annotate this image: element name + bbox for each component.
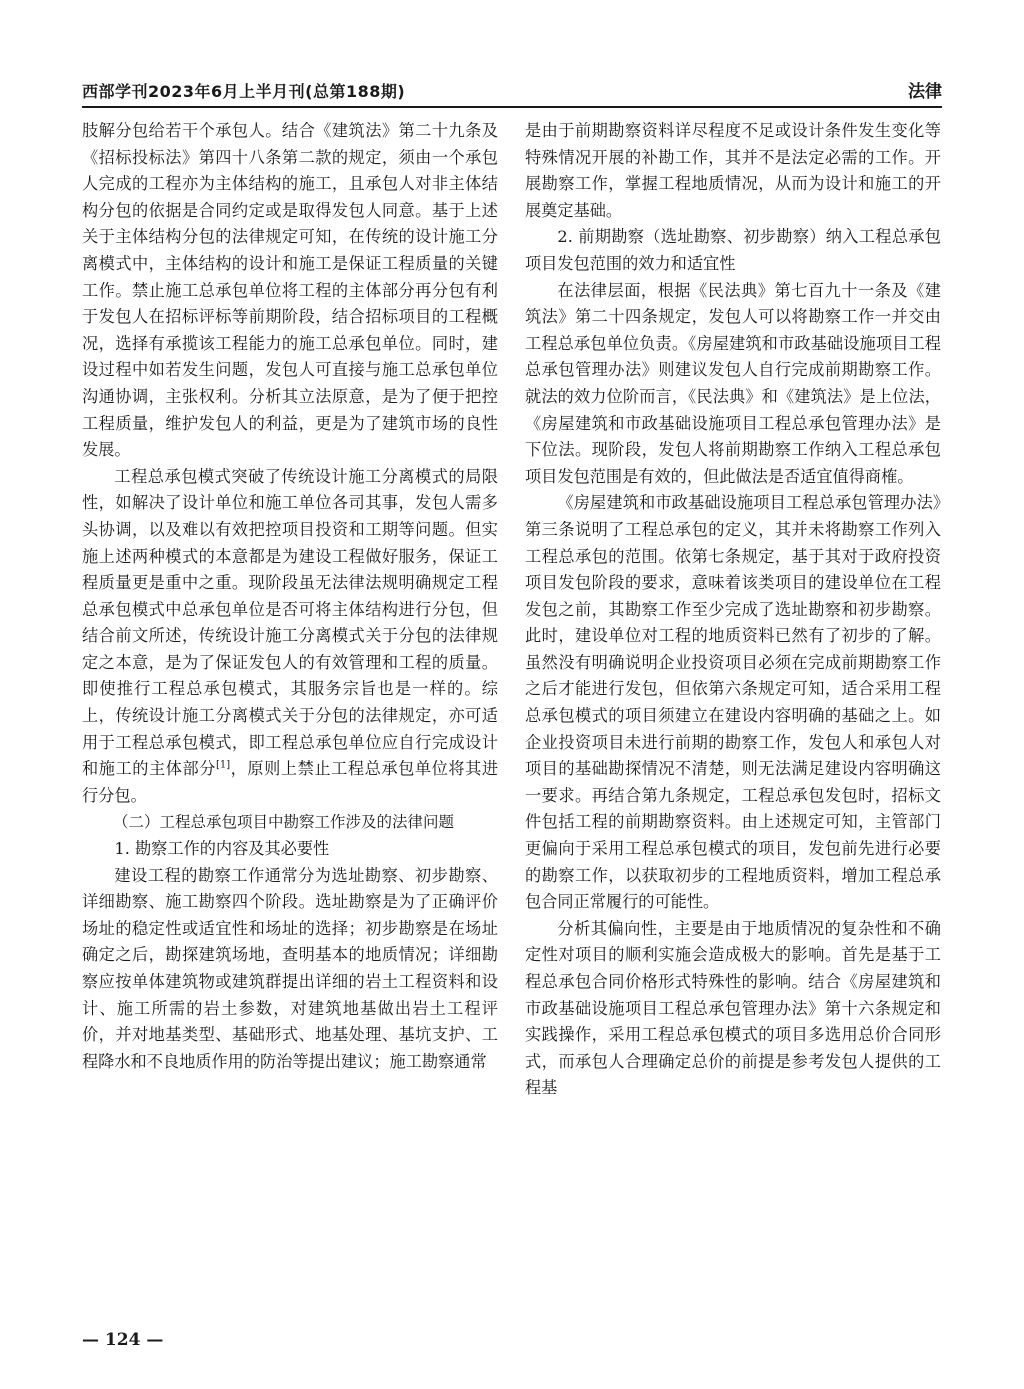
subheading: 2. 前期勘察（选址勘察、初步勘察）纳入工程总承包项目发包范围的效力和适宜性 xyxy=(525,227,941,273)
paragraph: 分析其偏向性，主要是由于地质情况的复杂性和不确定性对项目的顺利实施会造成极大的影响。首先是基于工程总承包合同价格形式特殊性的影响。结合《房屋建筑和市政基础设施项目工程总承包管理办法》第十六条规定和实践操作，采用工程总承包模式的项目多选用总价合同形式，而承包人合理确定总价的前提是参考发包人提供的工程基 xyxy=(525,918,941,1098)
paragraph-text: 工程总承包模式突破了传统设计施工分离模式的局限性，如解决了设计单位和施工单位各司其事，发包人需多头协调，以及难以有效把控项目投资和工期等问题。但实施上述两种模式的本意都是为建设工程做好服务，保证工程质量更是重中之重。现阶段虽无法律法规明确规定工程总承包模式中总承包单位是否可将主体结构进行分包，但结合前文所述，传统设计施工分离模式关于分包的法律规定之本意，是为了保证发包人的有效管理和工程的质量。即使推行工程总承包模式，其服务宗旨也是一样的。综上，传统设计施工分离模式关于分包的法律规定，亦可适用于工程总承包模式，即工程总承包单位应自行完成设计和施工的主体部分 xyxy=(82,466,498,779)
running-header xyxy=(82,72,942,108)
paragraph: 肢解分包给若干个承包人。结合《建筑法》第二十九条及《招标投标法》第四十八条第二款的规定，须由一个承包人完成的工程亦为主体结构的施工，且承包人对非主体结构分包的依据是合同约定或是取得发包人同意。基于上述关于主体结构分包的法律规定可知，在传统的设计施工分离模式中，主体结构的设计和施工是保证工程质量的关键工作。禁止施工总承包单位将工程的主体部分再分包有利于发包人在招标评标等前期阶段，结合招标项目的工程概况，选择有承揽该工程能力的施工总承包单位。同时，建设过程中如若发生问题，发包人可直接与施工总承包单位沟通协调，主张权利。分析其立法原意，是为了便于把控工程质量，维护发包人的利益，更是为了建筑市场的良性发展。 xyxy=(82,121,498,460)
page-number: — 124 — xyxy=(82,1330,164,1350)
paragraph: 《房屋建筑和市政基础设施项目工程总承包管理办法》第三条说明了工程总承包的定义，其并未将勘察工作列入工程总承包的范围。依第七条规定，基于其对于政府投资项目发包阶段的要求，意味着该类项目的建设单位在工程发包之前，其勘察工作至少完成了选址勘察和初步勘察。此时，建设单位对工程的地质资料已然有了初步的了解。虽然没有明确说明企业投资项目必须在完成前期勘察工作之后才能进行发包，但依第六条规定可知，适合采用工程总承包模式的项目须建立在建设内容明确的基础之上。如企业投资项目未进行前期的勘察工作，发包人和承包人对项目的基础勘探情况不清楚，则无法满足建设内容明确这一要求。再结合第九条规定，工程总承包发包时，招标文件包括工程的前期勘察资料。由上述规定可知，主管部门更偏向于采用工程总承包模式的项目，发包前先进行必要的勘察工作，以获取初步的工程地质资料，增加工程总承包合同正常履行的可能性。 xyxy=(525,493,941,912)
subheading: 1. 勘察工作的内容及其必要性 xyxy=(114,839,330,859)
subsection-heading: （二）工程总承包项目中勘察工作涉及的法律问题 xyxy=(113,813,455,832)
paragraph xyxy=(82,464,498,810)
right-column xyxy=(525,118,941,1102)
paragraph: 是由于前期勘察资料详尽程度不足或设计条件发生变化等特殊情况开展的补勘工作，其并不是法定必需的工作。开展勘察工作，掌握工程地质情况，从而为设计和施工的开展奠定基础。 xyxy=(525,121,941,220)
paragraph: 建设工程的勘察工作通常分为选址勘察、初步勘察、详细勘察、施工勘察四个阶段。选址勘察是为了正确评价场址的稳定性或适宜性和场址的选择；初步勘察是在场址确定之后，勘探建筑场地，查明基本的地质情况；详细勘察应按单体建筑物或建筑群提出详细的岩土工程资料和设计、施工所需的岩土参数，对建筑地基做出岩土工程评价，并对地基类型、基础形式、地基处理、基坑支护、工程降水和不良地质作用的防治等提出建议；施工勘察通常 xyxy=(82,865,498,1071)
journal-title: 西部学刊2023年6月上半月刊(总第188期) xyxy=(82,82,406,101)
citation-mark: [1] xyxy=(215,759,231,771)
paragraph-tail: ，原则上禁止工程总承包单位将其进行分包。 xyxy=(82,759,499,805)
section-label: 法律 xyxy=(908,82,942,102)
paragraph: 在法律层面，根据《民法典》第七百九十一条及《建筑法》第二十四条规定，发包人可以将勘察工作一并交由工程总承包单位负责。《房屋建筑和市政基础设施项目工程总承包管理办法》则建议发包人自行完成前期勘察工作。就法的效力位阶而言，《民法典》和《建筑法》是上位法，《房屋建筑和市政基础设施项目工程总承包管理办法》是下位法。现阶段，发包人将前期勘察工作纳入工程总承包项目发包范围是有效的，但此做法是否适宜值得商榷。 xyxy=(525,280,941,486)
left-column xyxy=(82,118,498,1075)
